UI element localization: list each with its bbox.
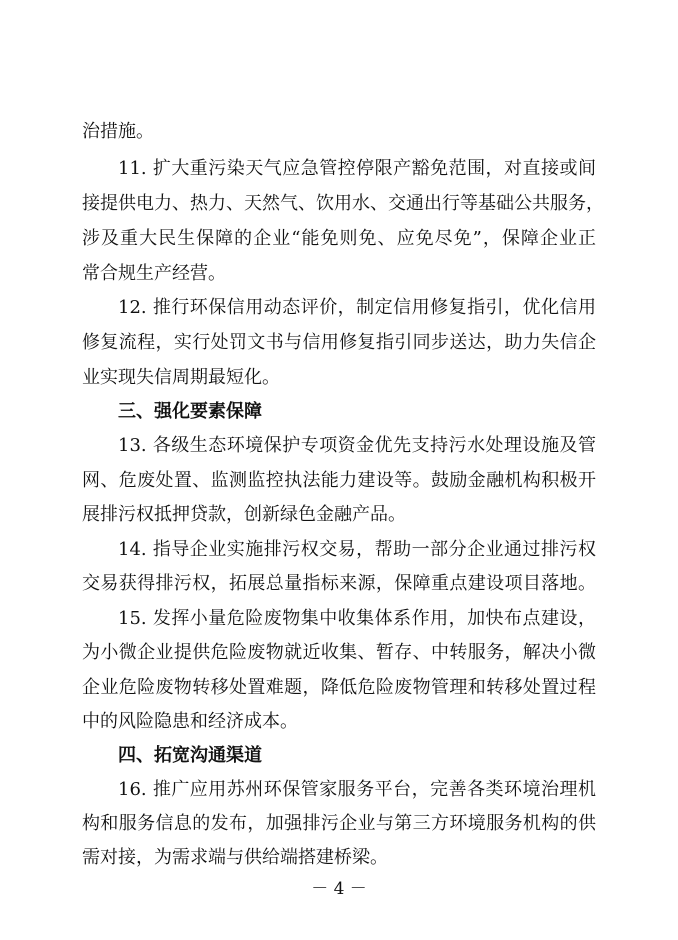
item-13-line: 13. 各级生态环境保护专项资金优先支持污水处理设施及管 [118,435,596,456]
text-line: 中的风险隐患和经济成本。 [82,711,298,732]
text-line: 构和服务信息的发布，加强排污企业与第三方环境服务机构的供 [82,813,596,834]
item-16-line: 16. 推广应用苏州环保管家服务平台，完善各类环境治理机 [118,779,596,800]
item-12-line: 12. 推行环保信用动态评价，制定信用修复指引，优化信用 [118,297,596,318]
text-line: 治措施。 [82,121,154,142]
section-heading-3: 三、强化要素保障 [118,401,262,422]
text-line: 修复流程，实行处罚文书与信用修复指引同步送达，助力失信企 [82,332,596,353]
text-line: 业实现失信周期最短化。 [82,367,280,388]
item-15-line: 15. 发挥小量危险废物集中收集体系作用，加快布点建设， [118,608,596,629]
text-line: 需对接，为需求端与供给端搭建桥梁。 [82,847,388,868]
section-heading-4: 四、拓宽沟通渠道 [118,745,262,766]
item-11-line: 11. 扩大重污染天气应急管控停限产豁免范围，对直接或间 [118,158,596,179]
text-line: 为小微企业提供危险废物就近收集、暂存、中转服务，解决小微 [82,642,596,663]
text-line: 常合规生产经营。 [82,263,226,284]
text-line: 企业危险废物转移处置难题，降低危险废物管理和转移处置过程 [82,677,596,698]
text-line: 展排污权抵押贷款，创新绿色金融产品。 [82,504,406,525]
page-number: － 4 － [311,879,367,899]
text-line: 交易获得排污权，拓展总量指标来源，保障重点建设项目落地。 [82,573,596,594]
text-line: 涉及重大民生保障的企业“能免则免、应免尽免”，保障企业正 [82,228,596,249]
text-line: 接提供电力、热力、天然气、饮用水、交通出行等基础公共服务， [82,193,604,214]
text-line: 网、危废处置、监测监控执法能力建设等。鼓励金融机构积极开 [82,470,596,491]
item-14-line: 14. 指导企业实施排污权交易，帮助一部分企业通过排污权 [118,539,596,560]
